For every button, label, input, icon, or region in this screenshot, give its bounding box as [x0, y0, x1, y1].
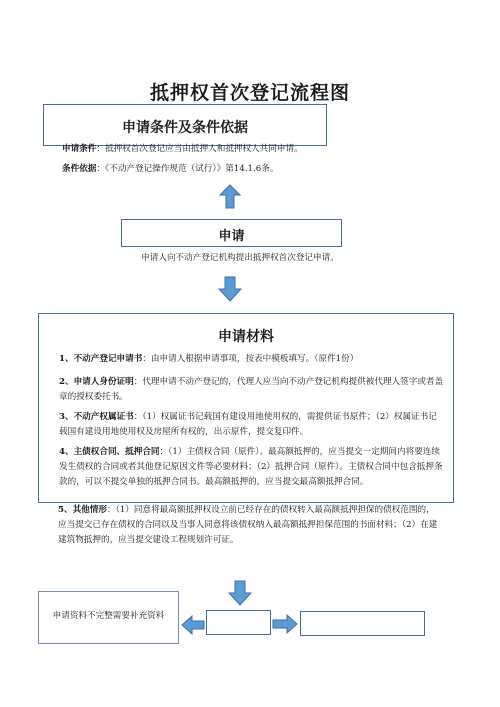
- materials-item-1-text: ：由申请人根据申请事项，按表中模板填写。（原件1份）: [142, 354, 359, 364]
- result-box: [300, 611, 425, 636]
- condition-basis-line: [62, 162, 482, 177]
- review-box: [206, 610, 271, 635]
- apply-box-title: 申请: [218, 229, 245, 244]
- materials-item-2: [59, 375, 444, 405]
- apply-description: 申请人向不动产登记机构提出抵押权首次登记申请。: [141, 253, 339, 263]
- right-arrow-icon: [272, 614, 298, 634]
- down-arrow-2-icon: [228, 580, 252, 606]
- condition-label: 申请条件: [62, 144, 97, 154]
- materials-item-3-text: ：（1）权属证书记载国有建设用地使用权的，需提供证书原件；（2）权属证书记载国有建设用地使用权及房屋所有权的，出示原件，提交复印件。: [59, 412, 437, 437]
- materials-item-1-label: 1、不动产登记申请书: [59, 354, 143, 364]
- materials-item-4: [59, 445, 444, 490]
- other-situations-label: 5、其他情形: [58, 505, 107, 515]
- apply-box: [121, 219, 342, 247]
- supplement-materials-text: 申请资料不完整需要补充资料: [52, 611, 165, 621]
- materials-box: [38, 313, 454, 503]
- condition-basis-label: 条件依据: [62, 164, 97, 174]
- other-situations: [58, 503, 443, 548]
- materials-title: 申请材料: [218, 329, 274, 345]
- materials-item-1: [59, 352, 444, 367]
- condition-text: ：抵押权首次登记应当由抵押人和抵押权人共同申请。: [96, 144, 303, 154]
- condition-line: [62, 142, 482, 157]
- materials-item-2-text: ：代理申请不动产登记的，代理人应当向不动产登记机构提供被代理人签字或者盖章的授权委托书。: [59, 377, 444, 402]
- materials-item-2-label: 2、申请人身份证明: [59, 377, 134, 387]
- materials-item-3: [59, 410, 444, 440]
- down-arrow-icon: [218, 276, 242, 302]
- other-situations-text: ：（1）同意将最高额抵押权设立前已经存在的债权转入最高额抵押担保的债权范围的，应当提交已存在债权的合同以及当事人同意将该债权纳入最高额抵押担保范围的书面材料；（2）在建建筑物抵押的，应当提交建设工程规划许可证。: [58, 505, 438, 545]
- left-arrow-icon: [181, 615, 205, 635]
- materials-item-3-label: 3、不动产权属证书: [59, 412, 134, 422]
- up-arrow-icon: [219, 184, 241, 209]
- conditions-header-title: 申请条件及条件依据: [122, 120, 248, 136]
- page-title: 抵押权首次登记流程图: [149, 82, 350, 104]
- conditions-header-box: [43, 104, 327, 146]
- condition-basis-text: ：《不动产登记操作规范（试行）》第14.1.6条。: [96, 164, 279, 174]
- materials-item-4-label: 4、主债权合同、抵押合同: [59, 447, 160, 457]
- materials-item-4-text: ：（1）主债权合同（原件）。最高额抵押的，应当提交一定期间内将要连续发生债权的合同或者其他登记原因文件等必要材料；（2）抵押合同（原件）。主债权合同中包含抵押条款的，可以不提交单独的抵押合同书。最高额抵押的，应当提交最高额抵押合同。: [59, 447, 443, 487]
- supplement-materials-box: [38, 591, 179, 644]
